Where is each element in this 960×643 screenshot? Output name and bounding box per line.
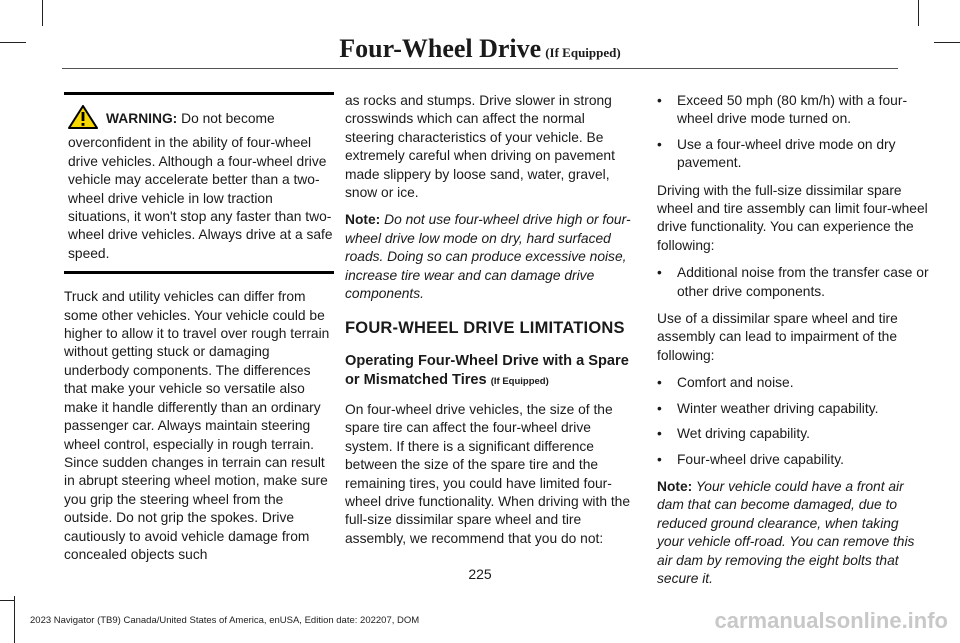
crop-mark-bottom-left-v bbox=[14, 596, 15, 643]
bullet-list bbox=[657, 374, 929, 469]
paragraph: Truck and utility vehicles can differ from some other vehicles. Your vehicle could be higher to allow it to travel over rough terrain without getting stuck or damaging underbody components. The differences that make your vehicle so versatile also make it handle differently than an ordinary passenger car. Always maintain steering wheel control, especially in rough terrain. Since sudden changes in terrain can result in abrupt steering wheel motion, make sure you grip the steering wheel from the outside. Do not grip the spokes. Drive cautiously to avoid vehicle damage from concealed objects such bbox=[64, 289, 330, 562]
column-1 bbox=[64, 92, 334, 573]
note-label: Note: bbox=[345, 212, 381, 228]
page-number: 225 bbox=[468, 566, 492, 582]
bullet-list bbox=[657, 264, 929, 301]
paragraph: Use of a dissimilar spare wheel and tire assembly can lead to impairment of the following: bbox=[657, 311, 898, 363]
list-item: • Additional noise from the transfer case or other drive components. bbox=[657, 264, 929, 301]
page-title: Four-Wheel Drive bbox=[339, 34, 542, 63]
subsection-heading bbox=[345, 352, 632, 391]
paragraph: Driving with the full-size dissimilar spare wheel and tire assembly can limit four-wheel drive functionality. You can experience the following: bbox=[657, 182, 928, 253]
header-rule bbox=[62, 68, 898, 69]
warning-label: WARNING: bbox=[106, 111, 178, 126]
crop-mark-bottom-left-h bbox=[0, 600, 14, 601]
subsection-heading-text: Operating Four-Wheel Drive with a Spare or Mismatched Tires bbox=[345, 352, 629, 388]
page-title-qualifier: (If Equipped) bbox=[545, 45, 621, 60]
subsection-qualifier: (If Equipped) bbox=[490, 375, 549, 387]
list-item: • Wet driving capability. bbox=[657, 425, 929, 443]
footer-edition: 2023 Navigator (TB9) Canada/United States of America, enUSA, Edition date: 202207, DOM bbox=[30, 615, 420, 626]
crop-mark-top-right-v bbox=[918, 0, 919, 26]
crop-mark-top-left-v bbox=[42, 0, 43, 26]
note-label: Note: bbox=[657, 478, 693, 494]
bullet-list bbox=[657, 92, 929, 173]
section-heading: FOUR-WHEEL DRIVE LIMITATIONS bbox=[345, 319, 625, 338]
paragraph: On four-wheel drive vehicles, the size of the spare tire can affect the four-wheel drive system. If there is a significant difference between the size of the spare tire and the remaining tires, you could have limited four-wheel drive functionality. When driving with the full-size dissimilar spare wheel and tire assembly, we recommend that you do not: bbox=[345, 401, 631, 546]
column-3 bbox=[657, 92, 929, 597]
list-item: • Comfort and noise. bbox=[657, 374, 929, 392]
note-text: Your vehicle could have a front air dam that can become damaged, due to reduced ground clearance, when taking your vehicle off-road. You can remove this air dam by removing the eight bolts that secure it. bbox=[657, 478, 915, 586]
note-text: Do not use four-wheel drive high or four-wheel drive low mode on dry, hard surfaced roads. Doing so can produce excessive noise, increase tire wear and can damage drive components. bbox=[345, 212, 631, 302]
list-item: • Use a four-wheel drive mode on dry pavement. bbox=[657, 136, 929, 173]
list-item: • Winter weather driving capability. bbox=[657, 400, 929, 418]
list-item: • Exceed 50 mph (80 km/h) with a four-wheel drive mode turned on. bbox=[657, 92, 929, 129]
page-header bbox=[0, 34, 960, 64]
column-2 bbox=[345, 92, 632, 557]
note bbox=[345, 211, 632, 303]
watermark: carmanualsonline.info bbox=[714, 608, 948, 633]
list-item: • Four-wheel drive capability. bbox=[657, 451, 929, 469]
warning-triangle-icon bbox=[68, 105, 98, 134]
warning-box bbox=[64, 92, 334, 274]
warning-text: Do not become overconfident in the ability of four-wheel drive vehicles. Although a four-wheel drive vehicle may accelerate better than a two-wheel drive vehicle in low traction situations, it won't stop any faster than two-wheel drive vehicles. Always drive at a safe speed. bbox=[68, 111, 333, 261]
paragraph: as rocks and stumps. Drive slower in strong crosswinds which can affect the normal steering characteristics of your vehicle. Be extremely careful when driving on pavement made slippery by loose sand, water, gravel, snow or ice. bbox=[345, 93, 615, 201]
